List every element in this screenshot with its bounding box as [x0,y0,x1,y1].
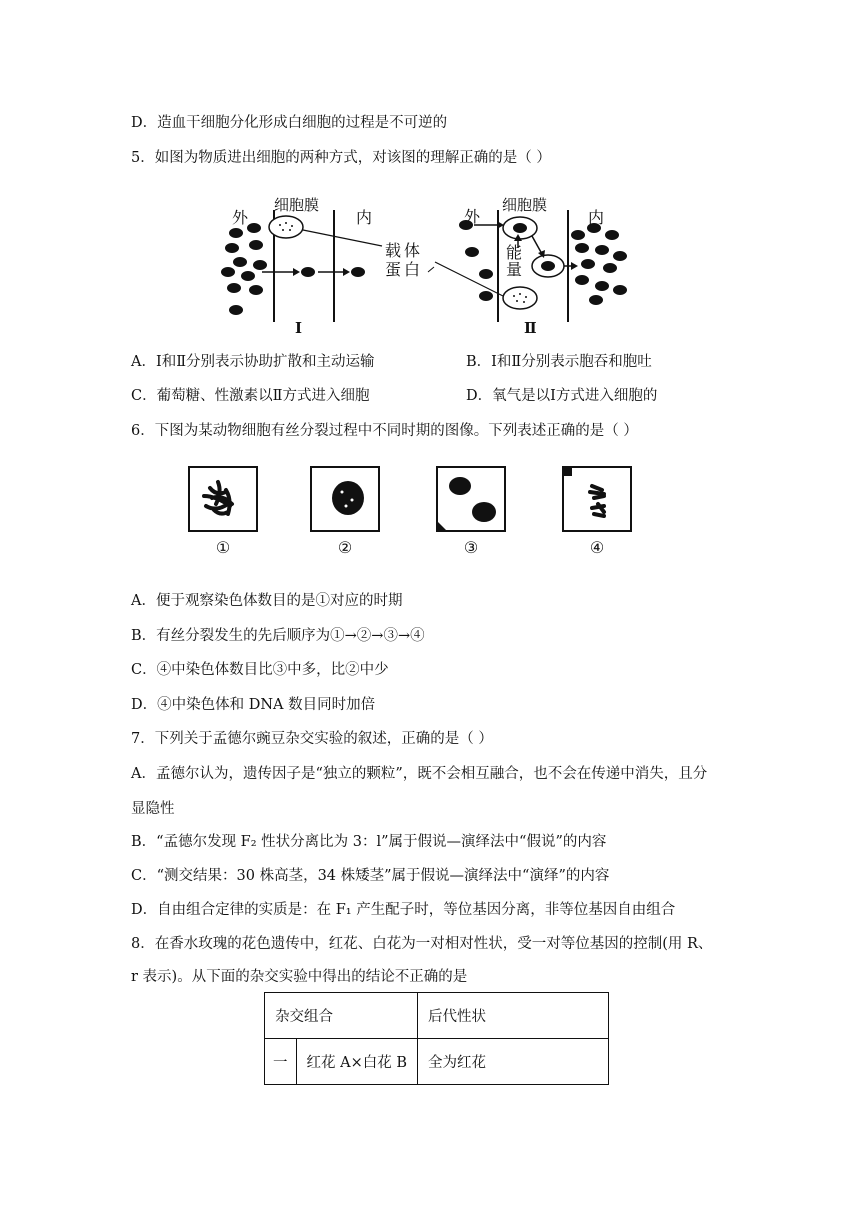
fig1-membrane-label: 细胞膜 [274,196,320,214]
carrier-label-1: 载体 [385,241,424,260]
row-result: 全为红花 [418,1039,609,1085]
fig1-outside-label: 外 [232,208,249,227]
q5-option-a: A．Ⅰ和Ⅱ分别表示协助扩散和主动运输 [131,354,375,370]
micrograph-2-label: ② [337,538,353,557]
micrograph-3 [436,466,506,532]
fig2-roman-label: Ⅱ [524,319,537,337]
q6-option-a: A．便于观察染色体数目的是①对应的时期 [131,593,403,609]
q7-option-d: D．自由组合定律的实质是：在 F₁ 产生配子时，等位基因分离，非等位基因自由组合 [131,902,676,918]
q7-stem: 7．下列关于孟德尔豌豆杂交实验的叙述，正确的是（ ） [131,731,493,747]
fig1-inside-label: 内 [356,208,373,227]
q6-stem: 6．下图为某动物细胞有丝分裂过程中不同时期的图像。下列表述正确的是（ ） [131,423,638,439]
micrograph-4-label: ④ [589,538,605,557]
q7-option-b: B．“孟德尔发现 F₂ 性状分离比为 3：l”属于假说—演绎法中“假说”的内容 [131,834,607,850]
q5-option-d: D．氧气是以Ⅰ方式进入细胞的 [466,388,658,404]
row-id: 一 [265,1039,297,1085]
micrograph-1-label: ① [215,538,231,557]
table-row [265,1039,609,1085]
fig2-outside-label: 外 [464,207,481,226]
header-result: 后代性状 [418,993,609,1039]
energy-label-1: 能 [506,243,523,262]
row-cross: 红花 A×白花 B [296,1039,418,1085]
q8-stem-line1: 8．在香水玫瑰的花色遗传中，红花、白花为一对相对性状，受一对等位基因的控制(用 R、 [131,936,713,952]
header-cross: 杂交组合 [265,993,418,1039]
q7-option-a-line2: 显隐性 [131,801,175,817]
micrograph-2 [310,466,380,532]
q6-option-b: B．有丝分裂发生的先后顺序为①→②→③→④ [131,628,425,644]
micrograph-3-label: ③ [463,538,479,557]
fig1-roman-label: Ⅰ [295,319,303,337]
fig2-membrane-label: 细胞膜 [502,196,548,214]
q6-option-c: C．④中染色体数目比③中多，比②中少 [131,662,389,678]
fig2-inside-label: 内 [588,208,605,227]
energy-label-2: 量 [506,260,523,279]
q5-option-c: C．葡萄糖、性激素以Ⅱ方式进入细胞 [131,388,370,404]
q4-option-d: D．造血干细胞分化形成白细胞的过程是不可逆的 [131,115,448,131]
q5-option-b: B．Ⅰ和Ⅱ分别表示胞吞和胞吐 [466,354,652,370]
micrograph-1 [188,466,258,532]
table-header-row [265,993,609,1039]
q5-stem: 5．如图为物质进出细胞的两种方式，对该图的理解正确的是（ ） [131,150,551,166]
q7-option-c: C．“测交结果：30 株高茎，34 株矮茎”属于假说—演绎法中“演绎”的内容 [131,868,610,884]
carrier-label-2: 蛋白 [385,260,424,279]
micrograph-4 [562,466,632,532]
q8-stem-line2: r 表示)。从下面的杂交实验中得出的结论不正确的是 [131,969,468,985]
cross-table [264,992,609,1085]
q7-option-a-line1: A．孟德尔认为，遗传因子是“独立的颗粒”，既不会相互融合，也不会在传递中消失，且分 [131,766,708,782]
q6-option-d: D．④中染色体和 DNA 数目同时加倍 [131,697,376,713]
